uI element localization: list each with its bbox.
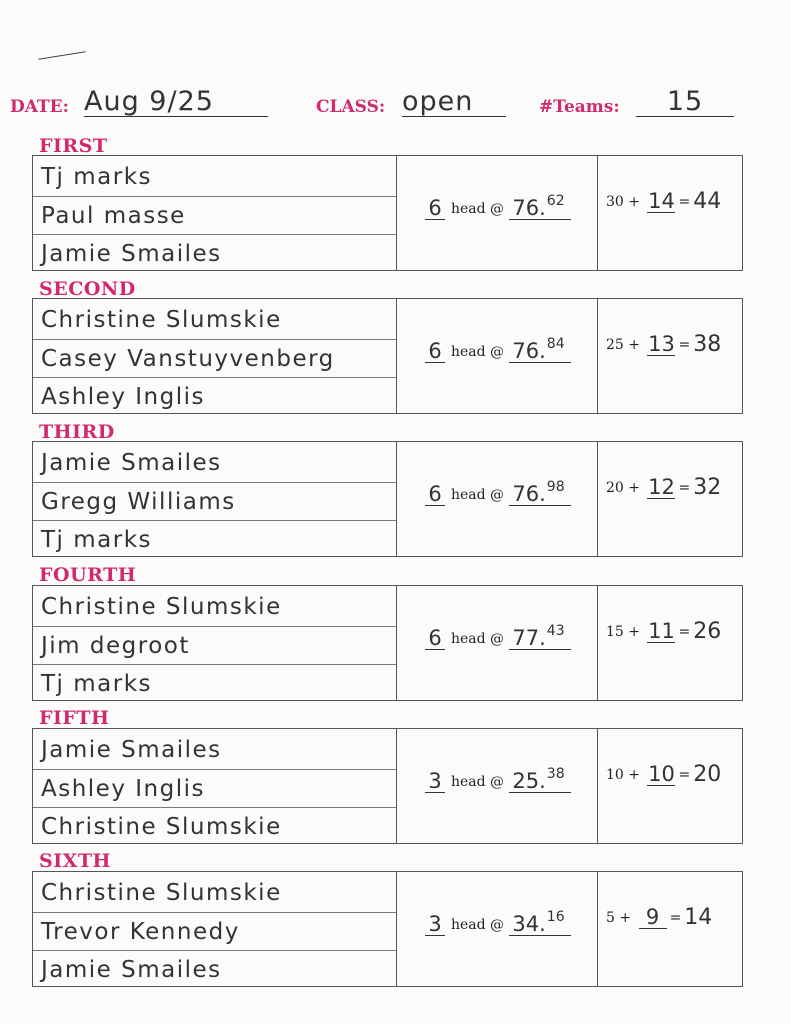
bonus-points: 14 — [648, 189, 675, 213]
team-names — [33, 586, 397, 700]
team-member-name: Paul masse — [33, 196, 397, 234]
team-member-name: Casey Vanstuyvenberg — [33, 339, 397, 377]
time-value — [509, 906, 571, 936]
time-value — [509, 476, 571, 506]
base-points: 15 — [606, 624, 624, 640]
place-block-sixth — [32, 871, 743, 987]
team-names — [33, 729, 397, 843]
stray-pen-mark — [38, 51, 86, 59]
points-cell: 15 + 11 = 26 — [606, 619, 722, 644]
class-field: open — [402, 86, 506, 117]
place-title-fifth: FIFTH — [39, 707, 110, 729]
base-points: 20 — [606, 480, 624, 496]
heads-at-text: head @ — [451, 344, 505, 360]
points-cell: 10 + 10 = 20 — [606, 762, 722, 787]
base-points: 5 — [606, 910, 615, 926]
team-member-name: Tj marks — [33, 664, 397, 702]
bonus-points: 9 — [639, 906, 667, 929]
heads-time-cell — [397, 729, 598, 843]
team-names — [33, 872, 397, 986]
time-value — [509, 620, 571, 650]
heads-at-text: head @ — [451, 917, 505, 933]
points-cell: 25 + 13 = 38 — [606, 332, 722, 357]
heads-count: 6 — [425, 340, 445, 363]
time-hundredths: 38 — [546, 766, 565, 782]
team-member-name: Jamie Smailes — [33, 950, 397, 988]
bonus-points: 13 — [648, 332, 675, 356]
team-member-name: Christine Slumskie — [33, 807, 397, 845]
heads-count: 6 — [425, 483, 445, 506]
heads-time-cell — [397, 586, 598, 700]
team-member-name: Christine Slumskie — [41, 594, 282, 620]
team-member-name: Ashley Inglis — [33, 769, 397, 807]
total-points: 20 — [693, 762, 722, 787]
place-block-fifth — [32, 728, 743, 844]
heads-time-cell — [397, 156, 598, 270]
time-value — [509, 333, 571, 363]
total-points: 44 — [693, 189, 722, 214]
time-main: 34. — [512, 912, 546, 936]
form-header — [10, 86, 750, 124]
bonus-points: 12 — [648, 475, 675, 499]
time-main: 76. — [512, 196, 546, 220]
time-main: 76. — [512, 482, 546, 506]
total-points: 38 — [693, 332, 722, 357]
time-main: 76. — [512, 339, 546, 363]
total-points: 14 — [684, 905, 713, 930]
base-points: 30 — [606, 194, 624, 210]
place-block-second — [32, 298, 743, 414]
teams-label: #Teams: — [539, 97, 620, 117]
heads-at-text: head @ — [451, 201, 505, 217]
heads-count: 3 — [425, 770, 445, 793]
place-title-third: THIRD — [39, 421, 115, 443]
time-hundredths: 98 — [546, 479, 565, 495]
place-block-first — [32, 155, 743, 271]
heads-time-cell — [397, 299, 598, 413]
bonus-points: 10 — [648, 762, 675, 786]
class-label: CLASS: — [316, 97, 386, 117]
points-cell: 30 + 14 = 44 — [606, 189, 722, 214]
time-main: 77. — [512, 626, 546, 650]
team-member-name: Ashley Inglis — [33, 377, 397, 415]
time-hundredths: 16 — [546, 909, 565, 925]
time-value — [509, 763, 571, 793]
time-main: 25. — [512, 769, 546, 793]
date-field: Aug 9/25 — [84, 86, 268, 117]
team-names — [33, 442, 397, 556]
time-hundredths: 43 — [546, 623, 565, 639]
base-points: 25 — [606, 337, 624, 353]
team-member-name: Jamie Smailes — [41, 450, 222, 476]
time-value — [509, 190, 571, 220]
base-points: 10 — [606, 767, 624, 783]
team-member-name: Tj marks — [41, 164, 153, 190]
place-block-fourth — [32, 585, 743, 701]
team-member-name: Christine Slumskie — [41, 307, 282, 333]
place-block-third — [32, 441, 743, 557]
points-cell: 5 + 9 = 14 — [606, 905, 713, 930]
team-member-name: Gregg Williams — [33, 482, 397, 520]
date-label: DATE: — [10, 97, 69, 117]
team-member-name: Tj marks — [33, 520, 397, 558]
heads-time-cell — [397, 442, 598, 556]
heads-at-text: head @ — [451, 631, 505, 647]
teams-field: 15 — [636, 86, 734, 117]
team-member-name: Christine Slumskie — [41, 880, 282, 906]
team-names — [33, 156, 397, 270]
team-member-name: Jim degroot — [33, 626, 397, 664]
time-hundredths: 62 — [546, 193, 565, 209]
heads-at-text: head @ — [451, 774, 505, 790]
bonus-points: 11 — [648, 619, 675, 643]
heads-count: 6 — [425, 627, 445, 650]
place-title-sixth: SIXTH — [39, 850, 111, 872]
time-hundredths: 84 — [546, 336, 565, 352]
heads-at-text: head @ — [451, 487, 505, 503]
place-title-second: SECOND — [39, 278, 136, 300]
points-cell: 20 + 12 = 32 — [606, 475, 722, 500]
place-title-fourth: FOURTH — [39, 564, 137, 586]
heads-count: 3 — [425, 913, 445, 936]
total-points: 32 — [693, 475, 722, 500]
team-member-name: Trevor Kennedy — [33, 912, 397, 950]
heads-count: 6 — [425, 197, 445, 220]
team-names — [33, 299, 397, 413]
team-member-name: Jamie Smailes — [41, 737, 222, 763]
place-title-first: FIRST — [39, 135, 108, 157]
team-member-name: Jamie Smailes — [33, 234, 397, 272]
total-points: 26 — [693, 619, 722, 644]
heads-time-cell — [397, 872, 598, 986]
